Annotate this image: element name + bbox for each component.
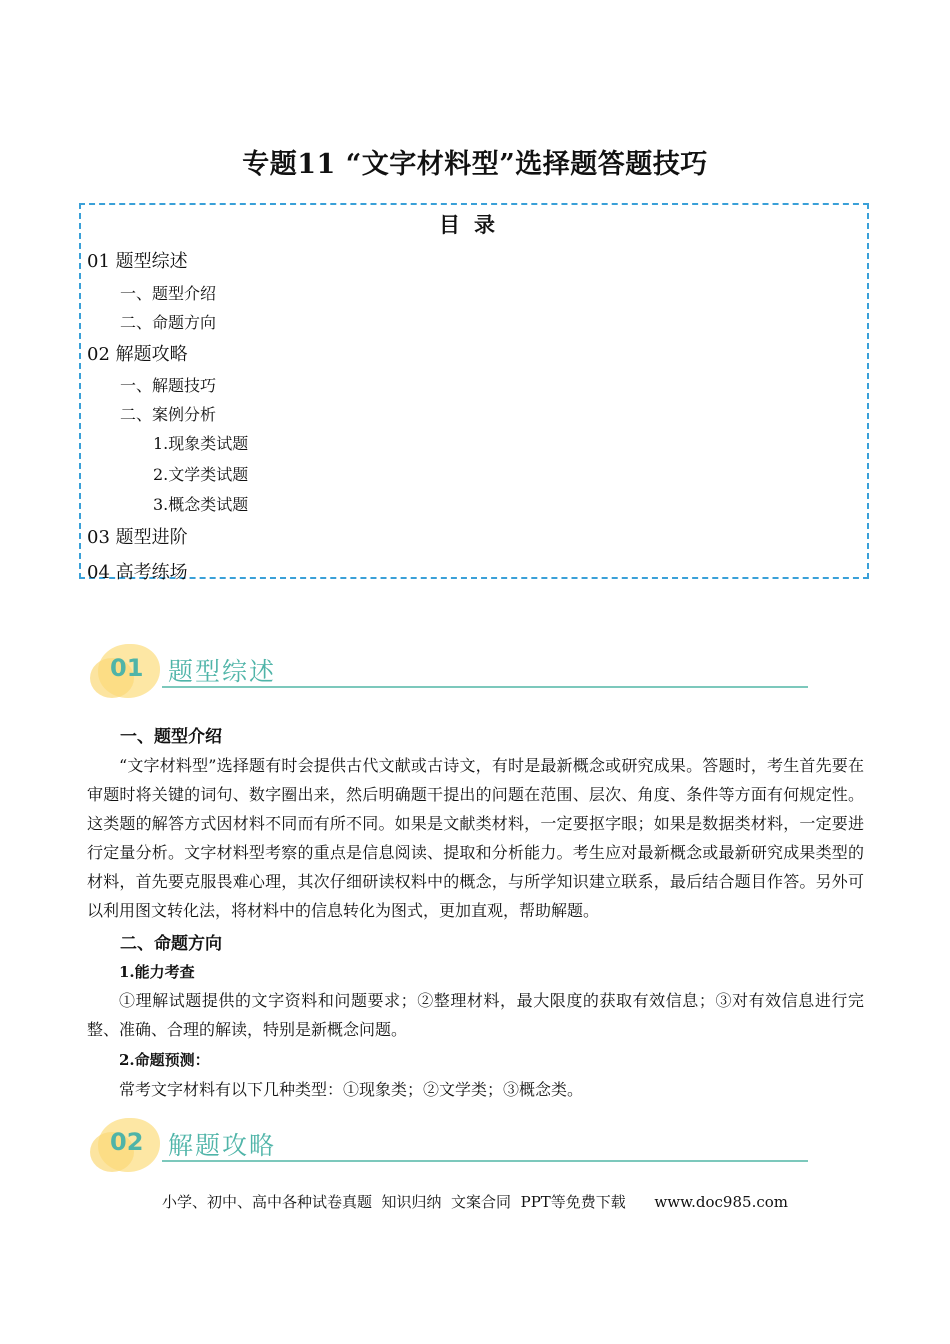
toc-item[interactable]: 2.文学类试题: [153, 465, 249, 484]
forecast-heading: 2.命题预测：: [119, 1051, 210, 1069]
section-number: 02: [110, 1128, 144, 1156]
toc-item[interactable]: 01 题型综述: [87, 251, 188, 272]
toc-item[interactable]: 02 解题攻略: [87, 344, 188, 365]
section-header-2: [90, 1110, 810, 1180]
toc-item[interactable]: 一、题型介绍: [120, 284, 217, 303]
ability-paragraph: ①理解试题提供的文字资料和问题要求；②整理材料，最大限度的获取有效信息；③对有效信息进行完整、准确、合理的解读，特别是新概念问题。: [87, 991, 864, 1039]
document-title: 专题11 “文字材料型”选择题答题技巧: [242, 149, 708, 180]
ability-heading: 1.能力考查: [119, 963, 195, 981]
intro-heading: 一、题型介绍: [120, 727, 222, 747]
table-of-contents: [79, 203, 869, 583]
direction-heading: 二、命题方向: [120, 934, 222, 954]
footer-text: 小学、初中、高中各种试卷真题 知识归纳 文案合同 PPT等免费下载 www.doc985.com: [161, 1193, 788, 1211]
section-divider: [162, 686, 808, 688]
toc-item[interactable]: 1.现象类试题: [153, 434, 249, 453]
toc-item[interactable]: 二、命题方向: [120, 313, 217, 332]
toc-item[interactable]: 一、解题技巧: [120, 376, 217, 395]
toc-item[interactable]: 二、案例分析: [120, 405, 217, 424]
toc-item[interactable]: 04 高考练场: [87, 562, 188, 583]
forecast-paragraph: 常考文字材料有以下几种类型：①现象类；②文学类；③概念类。: [119, 1080, 584, 1099]
section-divider: [162, 1160, 808, 1162]
toc-item[interactable]: 3.概念类试题: [153, 495, 249, 514]
toc-heading: 目录: [439, 212, 509, 237]
intro-paragraph: “文字材料型”选择题有时会提供古代文献或古诗文，有时是最新概念或研究成果。答题时，考生首先要在审题时将关键的词句、数字圈出来，然后明确题干提出的问题在范围、层次、角度、条件等方面有何规定性。这类题的解答方式因材料不同而有所不同。如果是文献类材料，一定要抠字眼；如果是数据类材料，一定要进行定量分析。文字材料型考察的重点是信息阅读、提取和分析能力。考生应对最新概念或最新研究成果类型的材料，首先要克服畏难心理，其次仔细研读权料中的概念，与所学知识建立联系，最后结合题目作答。另外可以利用图文转化法，将材料中的信息转化为图式，更加直观，帮助解题。: [87, 756, 864, 920]
section-label: 题型综述: [168, 657, 277, 686]
section-header-1: [90, 636, 810, 706]
toc-item[interactable]: 03 题型进阶: [87, 527, 188, 548]
section-number: 01: [110, 654, 144, 682]
section-label: 解题攻略: [168, 1131, 277, 1160]
